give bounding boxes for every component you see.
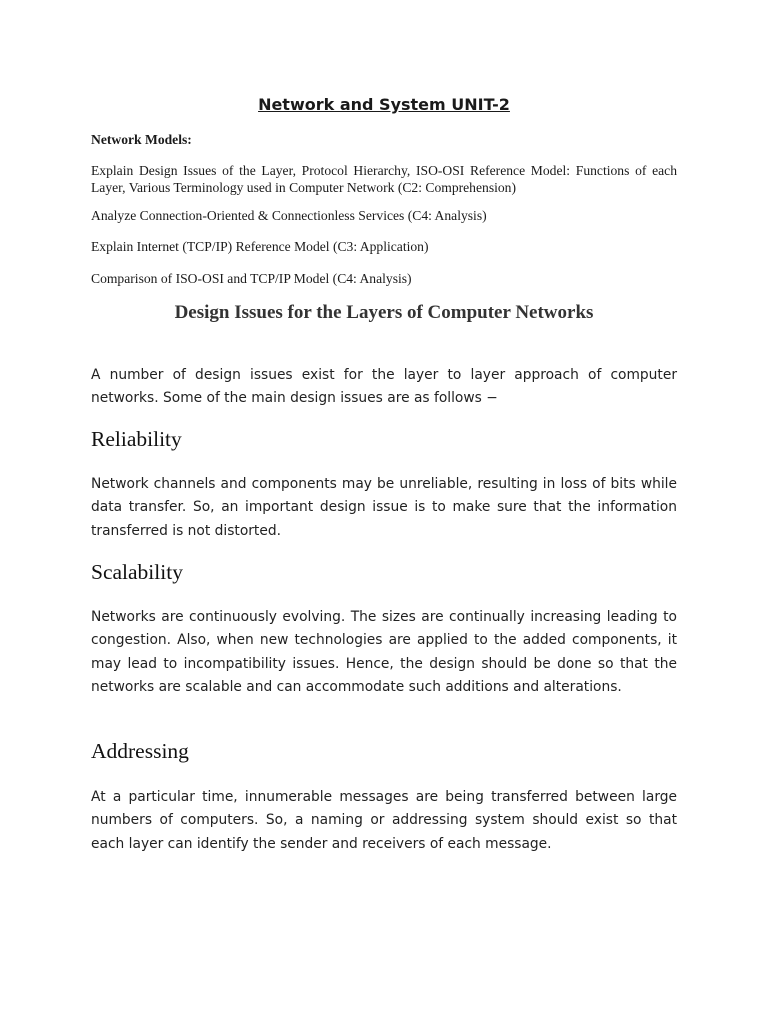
heading-scalability: Scalability — [91, 560, 183, 584]
objective-item: Analyze Connection-Oriented & Connectionless Services (C4: Analysis) — [91, 208, 487, 223]
document-title: Network and System UNIT-2 — [258, 95, 510, 114]
objective-item: Explain Design Issues of the Layer, Protocol Hierarchy, ISO-OSI Reference Model: Functions of each Layer, Various Terminology used in Computer Network (C2: Comprehension) — [91, 163, 677, 195]
network-models-label: Network Models: — [91, 132, 192, 147]
section-title: Design Issues for the Layers of Computer Networks — [174, 302, 594, 323]
paragraph-scalability: Networks are continuously evolving. The sizes are continually increasing leading to congestion. Also, when new technologies are applied to the added components, it may lead to incompatibility issues. Hence, the design should be done so that the networks are scalable and can accommodate such additions and alterations. — [91, 609, 677, 695]
heading-addressing: Addressing — [91, 739, 189, 763]
objective-item: Explain Internet (TCP/IP) Reference Model (C3: Application) — [91, 239, 429, 254]
objective-item: Comparison of ISO-OSI and TCP/IP Model (C4: Analysis) — [91, 271, 412, 286]
paragraph-reliability: Network channels and components may be unreliable, resulting in loss of bits while data transfer. So, an important design issue is to make sure that the information transferred is not distorted. — [91, 476, 677, 539]
paragraph-addressing: At a particular time, innumerable messages are being transferred between large numbers of computers. So, a naming or addressing system should exist so that each layer can identify the sender and receivers of each message. — [91, 789, 677, 852]
heading-reliability: Reliability — [91, 427, 182, 451]
intro-paragraph: A number of design issues exist for the layer to layer approach of computer networks. Some of the main design issues are as follows − — [91, 367, 677, 407]
